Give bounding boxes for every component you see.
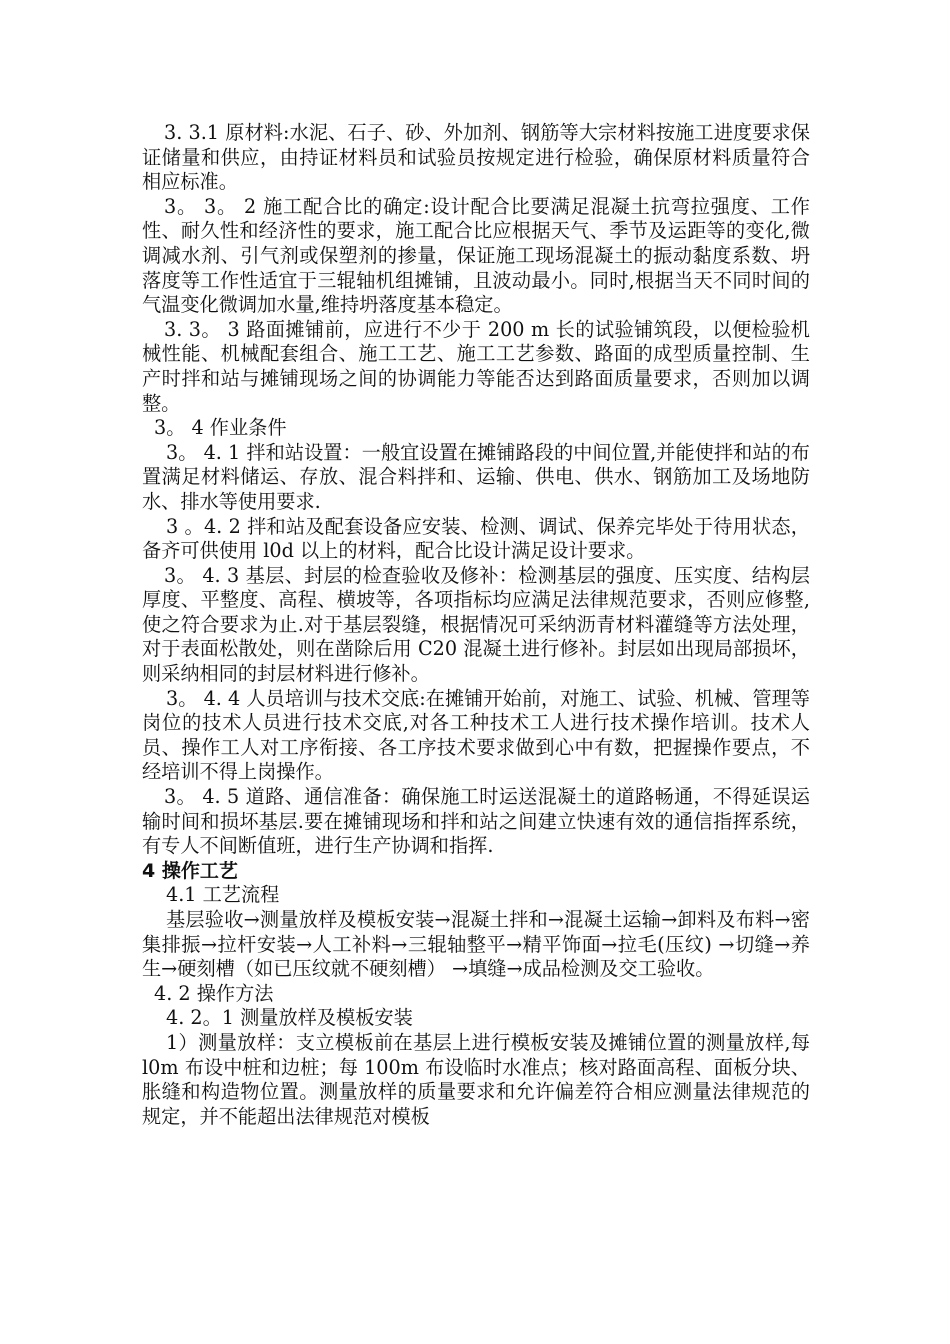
paragraph-3-4-3: 3。 4. 3 基层、封层的检查验收及修补：检测基层的强度、压实度、结构层厚度、平整度、高程、横坡等，各项指标均应满足法律规范要求，否则应修整,使之符合要求为止.对于基层裂缝，根据情况可采纳沥青材料灌缝等方法处理，对于表面松散处，则在凿除后用 C20 混凝土进行修补。封层如出现局部损坏，则采纳相同的封层材料进行修补。 bbox=[142, 563, 810, 686]
paragraph-3-3-2: 3。 3。 2 施工配合比的确定:设计配合比要满足混凝土抗弯拉强度、工作性、耐久性和经济性的要求，施工配合比应根据天气、季节及运距等的变化,微调减水剂、引气剂或保塑剂的掺量，保证施工现场混凝土的振动黏度系数、坍落度等工作性适宜于三辊轴机组摊铺，且波动最小。同时,根据当天不同时间的气温变化微调加水量,维持坍落度基本稳定。 bbox=[142, 194, 810, 317]
paragraph-3-3-3: 3. 3。 3 路面摊铺前，应进行不少于 200 m 长的试验铺筑段，以便检验机械性能、机械配套组合、施工工艺、施工工艺参数、路面的成型质量控制、生产时拌和站与摊铺现场之间的协调能力等能否达到路面质量要求，否则加以调整。 bbox=[142, 317, 810, 415]
paragraph-3-4-5: 3。 4. 5 道路、通信准备：确保施工时运送混凝土的道路畅通，不得延误运输时间和损坏基层.要在摊铺现场和拌和站之间建立快速有效的通信指挥系统，有专人不间断值班，进行生产协调和指挥. bbox=[142, 785, 810, 858]
paragraph-3-3-1: 3. 3.1 原材料:水泥、石子、砂、外加剂、钢筋等大宗材料按施工进度要求保证储量和供应，由持证材料员和试验员按规定进行检验，确保原材料质量符合相应标准。 bbox=[142, 121, 810, 194]
paragraph-3-4-1: 3。 4. 1 拌和站设置：一般宜设置在摊铺路段的中间位置,并能使拌和站的布置满足材料储运、存放、混合料拌和、运输、供电、供水、钢筋加工及场地防水、排水等使用要求. bbox=[142, 440, 810, 513]
subheading-3-4: 3。 4 作业条件 bbox=[154, 416, 287, 440]
paragraph-survey-layout: 1）测量放样：支立模板前在基层上进行模板安装及摊铺位置的测量放样,每 l0m 布设中桩和边桩；每 100m 布设临时水准点；核对路面高程、面板分块、胀缝和构造物位置。测量放样的质量要求和允许偏差符合相应测量法律规范的规定，并不能超出法律规范对模板 bbox=[142, 1030, 810, 1128]
paragraph-process-flow: 基层验收→测量放样及模板安装→混凝土拌和→混凝土运输→卸料及布料→密集排振→拉杆安装→人工补料→三辊轴整平→精平饰面→拉毛(压纹) →切缝→养生→硬刻槽（如已压纹就不硬刻槽） →填缝→成品检测及交工验收。 bbox=[142, 908, 810, 981]
paragraph-3-4-4: 3。 4. 4 人员培训与技术交底:在摊铺开始前，对施工、试验、机械、管理等岗位的技术人员进行技术交底,对各工种技术工人进行技术操作培训。技术人员、操作工人对工序衔接、各工序技术要求做到心中有数，把握操作要点，不经培训不得上岗操作。 bbox=[142, 686, 810, 784]
section-heading-4: 4 操作工艺 bbox=[142, 859, 238, 882]
subheading-4-2-1: 4. 2。1 测量放样及模板安装 bbox=[166, 1006, 413, 1030]
subheading-4-1: 4.1 工艺流程 bbox=[166, 883, 280, 907]
document-body bbox=[142, 121, 810, 1129]
subheading-4-2: 4. 2 操作方法 bbox=[154, 981, 274, 1005]
paragraph-3-4-2: 3 。4. 2 拌和站及配套设备应安装、检测、调试、保养完毕处于待用状态，备齐可供使用 l0d 以上的材料，配合比设计满足设计要求。 bbox=[142, 514, 810, 563]
